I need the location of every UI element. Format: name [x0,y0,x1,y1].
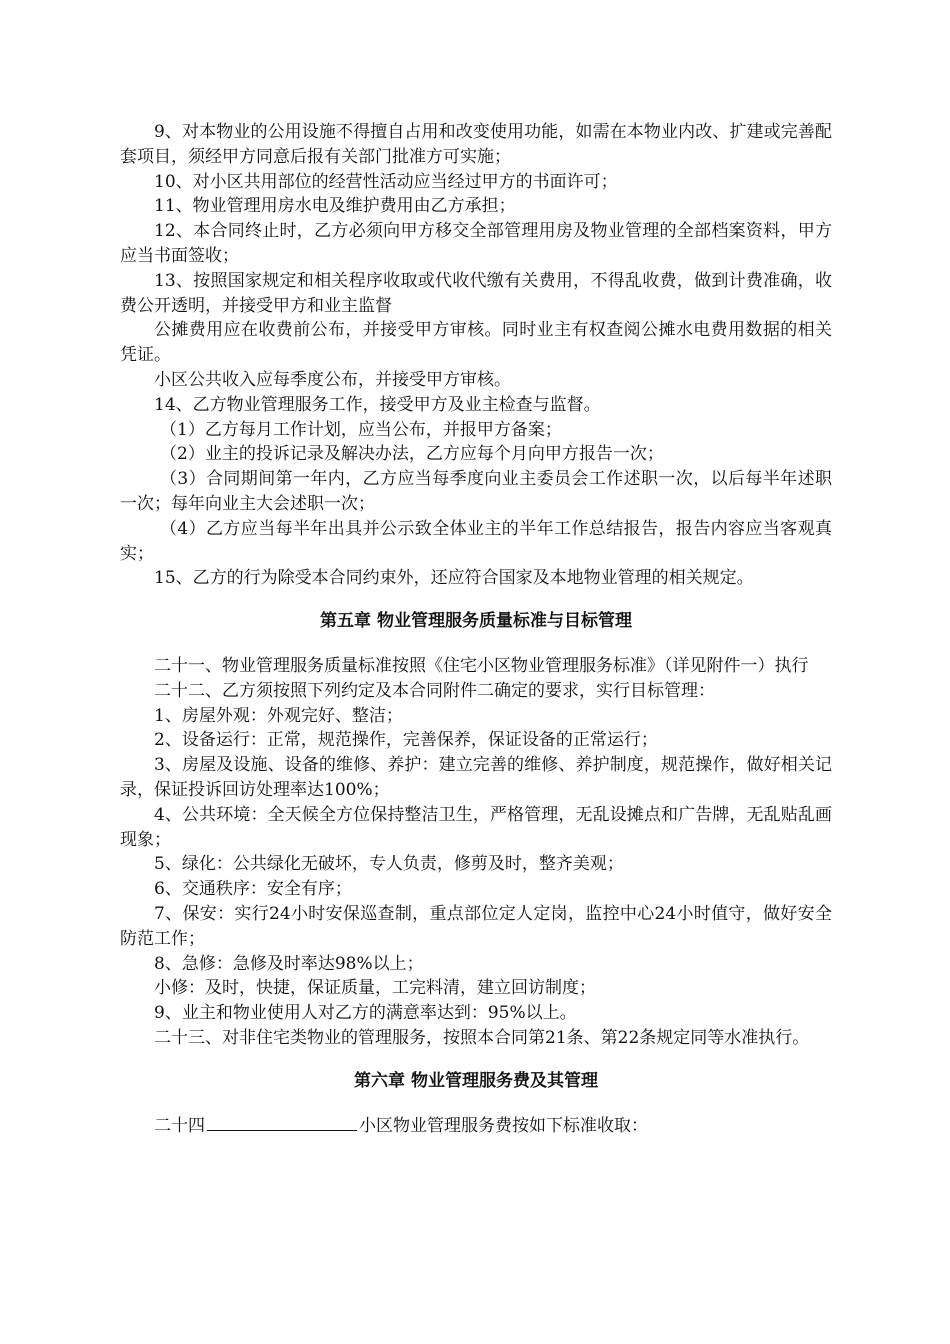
paragraph: 11、物业管理用房水电及维护费用由乙方承担； [154,196,516,217]
paragraph: 9、对本物业的公用设施不得擅自占用和改变使用功能，如需在本物业内改、扩建或完善配套项目，须经甲方同意后报有关部门批准方可实施； [120,122,832,167]
paragraph: 7、保安：实行24小时安保巡查制，重点部位定人定岗，监控中心24小时值守，做好安全防范工作； [120,903,832,949]
clause-24-suffix: 小区物业管理服务费按如下标准收取： [359,1116,648,1137]
section-contract-terms [120,120,832,591]
paragraph: 二十二、乙方须按照下列约定及本合同附件二确定的要求，实行目标管理： [154,680,715,701]
chapter-5-title: 第五章 物业管理服务质量标准与目标管理 [320,611,632,632]
paragraph: （2）业主的投诉记录及解决办法，乙方应每个月向甲方报告一次； [160,444,664,465]
paragraph: 6、交通秩序：安全有序； [154,879,352,900]
paragraph: 二十一、物业管理服务质量标准按照《住宅小区物业管理服务标准》（详见附件一）执行 [154,655,809,676]
paragraph: 12、本合同终止时，乙方必须向甲方移交全部管理用房及物业管理的全部档案资料，甲方应当书面签收； [120,221,832,266]
document-page [120,120,832,1139]
paragraph: （3）合同期间第一年内，乙方应当每季度向业主委员会工作述职一次，以后每半年述职一次；每年向业主大会述职一次； [120,469,832,514]
paragraph: 1、房屋外观：外观完好、整洁； [154,705,403,726]
paragraph: 二十三、对非住宅类物业的管理服务，按照本合同第21条、第22条规定同等水准执行。 [154,1027,810,1048]
paragraph: 8、急修：急修及时率达98%以上； [154,953,424,974]
clause-24 [120,1113,832,1139]
paragraph: 公摊费用应在收费前公布，并接受甲方审核。同时业主有权查阅公摊水电费用数据的相关凭证。 [120,320,832,366]
paragraph: 9、业主和物业使用人对乙方的满意率达到：95%以上。 [154,1003,577,1024]
paragraph: 4、公共环境：全天候全方位保持整洁卫生，严格管理，无乱设摊点和广告牌，无乱贴乱画现象； [120,804,832,850]
paragraph: 13、按照国家规定和相关程序收取或代收代缴有关费用，不得乱收费，做到计费准确，收费公开透明，并接受甲方和业主监督 [120,270,832,316]
chapter-5-body [120,654,832,1051]
paragraph: 14、乙方物业管理服务工作，接受甲方及业主检查与监督。 [154,394,601,415]
chapter-6-title: 第六章 物业管理服务费及其管理 [354,1070,598,1091]
paragraph: 15、乙方的行为除受本合同约束外，还应符合国家及本地物业管理的相关规定。 [154,568,754,589]
paragraph: 5、绿化：公共绿化无破坏，专人负责，修剪及时，整齐美观； [154,854,624,875]
fill-in-blank[interactable] [207,1113,357,1131]
paragraph: 小修：及时，快捷，保证质量，工完料清，建立回访制度； [154,978,596,999]
clause-24-prefix: 二十四 [154,1116,205,1137]
paragraph: 小区公共收入应每季度公布，并接受甲方审核。 [154,369,511,390]
paragraph: 3、房屋及设施、设备的维修、养护：建立完善的维修、养护制度，规范操作，做好相关记录，保证投诉回访处理率达100%； [120,755,832,800]
paragraph: （4）乙方应当每半年出具并公示致全体业主的半年工作总结报告，报告内容应当客观真实； [120,518,832,564]
paragraph: （1）乙方每月工作计划，应当公布，并报甲方备案； [160,419,562,440]
paragraph: 2、设备运行：正常，规范操作，完善保养，保证设备的正常运行； [154,730,658,751]
paragraph: 10、对小区共用部位的经营性活动应当经过甲方的书面许可； [154,171,618,192]
